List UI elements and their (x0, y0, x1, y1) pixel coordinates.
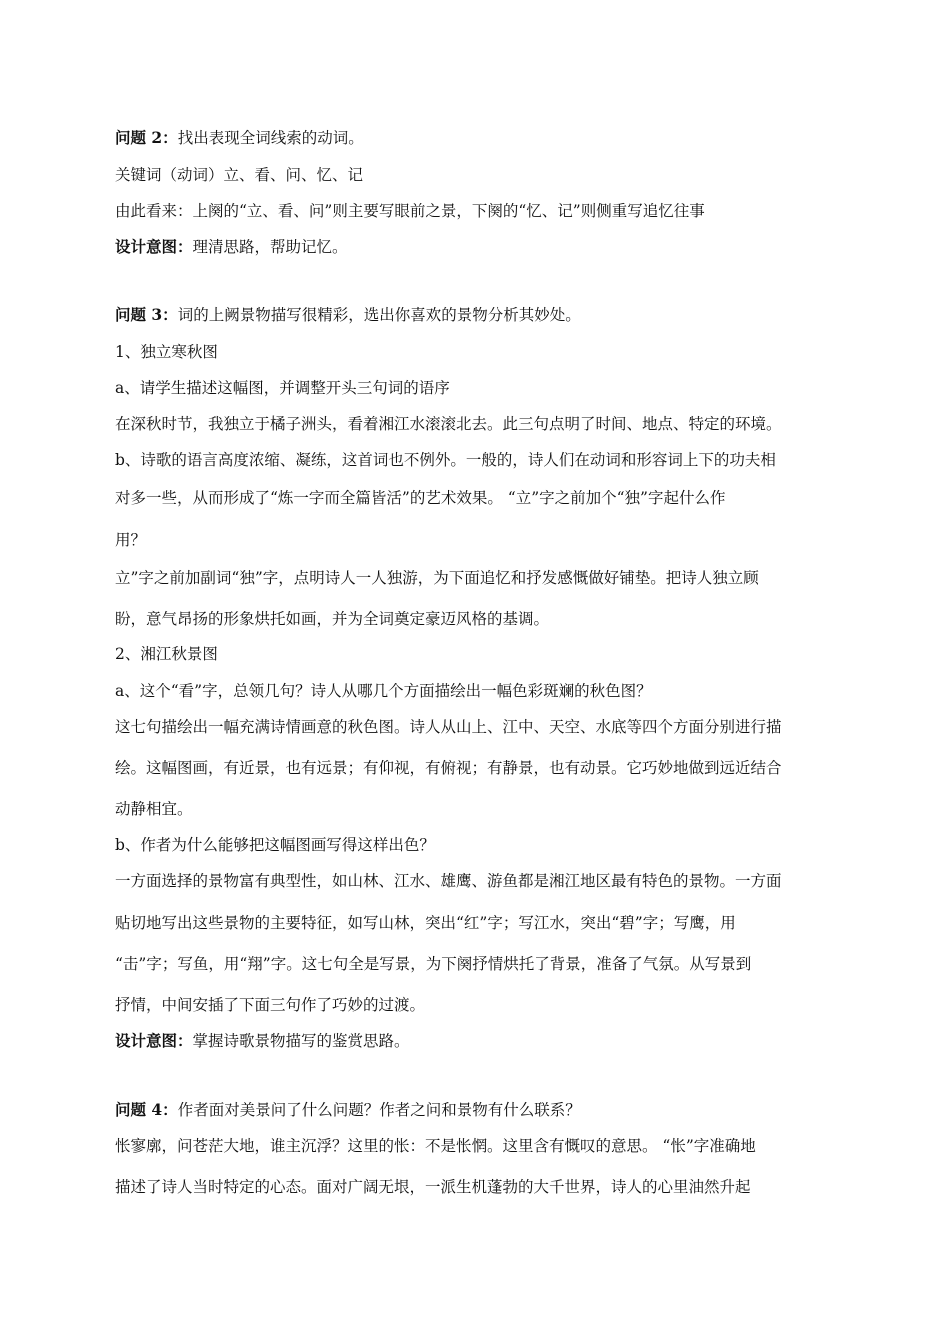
design-intent-1 (115, 237, 348, 257)
question-3-text: 词的上阙景物描写很精彩，选出你喜欢的景物分析其妙处。 (177, 306, 581, 324)
section-1-a-answer: 在深秋时节，我独立于橘子洲头，看着湘江水滚滚北去。此三句点明了时间、地点、特定的环境。 (115, 415, 782, 433)
section-1-b-line-3: 用？ (115, 531, 147, 549)
section-2-a-line-3: 动静相宜。 (115, 800, 193, 818)
design-intent-text: 掌握诗歌景物描写的鉴赏思路。 (192, 1032, 410, 1050)
design-intent-label: 设计意图： (115, 237, 193, 256)
section-2-b: b、作者为什么能够把这幅图画写得这样出色？ (115, 836, 435, 854)
section-1-title: 1、独立寒秋图 (115, 343, 218, 361)
section-2-b-line-2: 贴切地写出这些景物的主要特征，如写山林，突出“红”字；写江水，突出“碧”字；写鹰，用 (115, 914, 736, 932)
section-1-a: a、请学生描述这幅图，并调整开头三句词的语序 (115, 379, 450, 397)
section-1-b-answer-line-1: 立”字之前加副词“独”字，点明诗人一人独游，为下面追忆和抒发感慨做好铺垫。把诗人独立顾 (115, 569, 759, 587)
section-2-a: a、这个“看”字，总领几句？诗人从哪几个方面描绘出一幅色彩斑斓的秋色图？ (115, 682, 652, 700)
question-4-line-1: 怅寥廓，问苍茫大地，谁主沉浮？这里的怅：不是怅惘。这里含有慨叹的意思。 “怅”字准确地 (115, 1137, 756, 1155)
question-2 (115, 128, 364, 148)
question-4-label: 问题 4： (115, 1100, 178, 1119)
question-4-text: 作者面对美景问了什么问题？作者之问和景物有什么联系？ (177, 1101, 581, 1119)
question-2-label: 问题 2： (115, 128, 178, 147)
design-intent-text: 理清思路，帮助记忆。 (192, 238, 348, 256)
section-2-title: 2、湘江秋景图 (115, 645, 218, 663)
section-1-b-line-2: 对多一些，从而形成了“炼一字而全篇皆活”的艺术效果。 “立”字之前加个“独”字起什么作 (115, 489, 726, 507)
design-intent-label: 设计意图： (115, 1031, 193, 1050)
summary-line: 由此看来：上阕的“立、看、问”则主要写眼前之景，下阕的“忆、记”则侧重写追忆往事 (115, 202, 705, 220)
section-2-a-line-1: 这七句描绘出一幅充满诗情画意的秋色图。诗人从山上、江中、天空、水底等四个方面分别进行描 (115, 718, 782, 736)
question-3-label: 问题 3： (115, 305, 178, 324)
section-1-b-answer-line-2: 盼，意气昂扬的形象烘托如画，并为全词奠定豪迈风格的基调。 (115, 610, 550, 628)
keywords-line: 关键词（动词）立、看、问、忆、记 (115, 166, 364, 184)
section-2-b-line-1: 一方面选择的景物富有典型性，如山林、江水、雄鹰、游鱼都是湘江地区最有特色的景物。一方面 (115, 872, 782, 890)
question-4 (115, 1100, 581, 1120)
question-4-line-2: 描述了诗人当时特定的心态。面对广阔无垠，一派生机蓬勃的大千世界，诗人的心里油然升起 (115, 1178, 751, 1196)
section-2-b-line-3: “击”字；写鱼，用“翔”字。这七句全是写景，为下阕抒情烘托了背景，准备了气氛。从写景到 (115, 955, 752, 973)
question-3 (115, 305, 581, 325)
question-2-text: 找出表现全词线索的动词。 (177, 129, 364, 147)
section-2-b-line-4: 抒情，中间安插了下面三句作了巧妙的过渡。 (115, 996, 426, 1014)
section-1-b-line-1: b、诗歌的语言高度浓缩、凝练，这首词也不例外。一般的，诗人们在动词和形容词上下的功夫相 (115, 451, 776, 469)
section-2-a-line-2: 绘。这幅图画，有近景，也有远景；有仰视，有俯视；有静景，也有动景。它巧妙地做到远近结合 (115, 759, 782, 777)
design-intent-2 (115, 1031, 410, 1051)
